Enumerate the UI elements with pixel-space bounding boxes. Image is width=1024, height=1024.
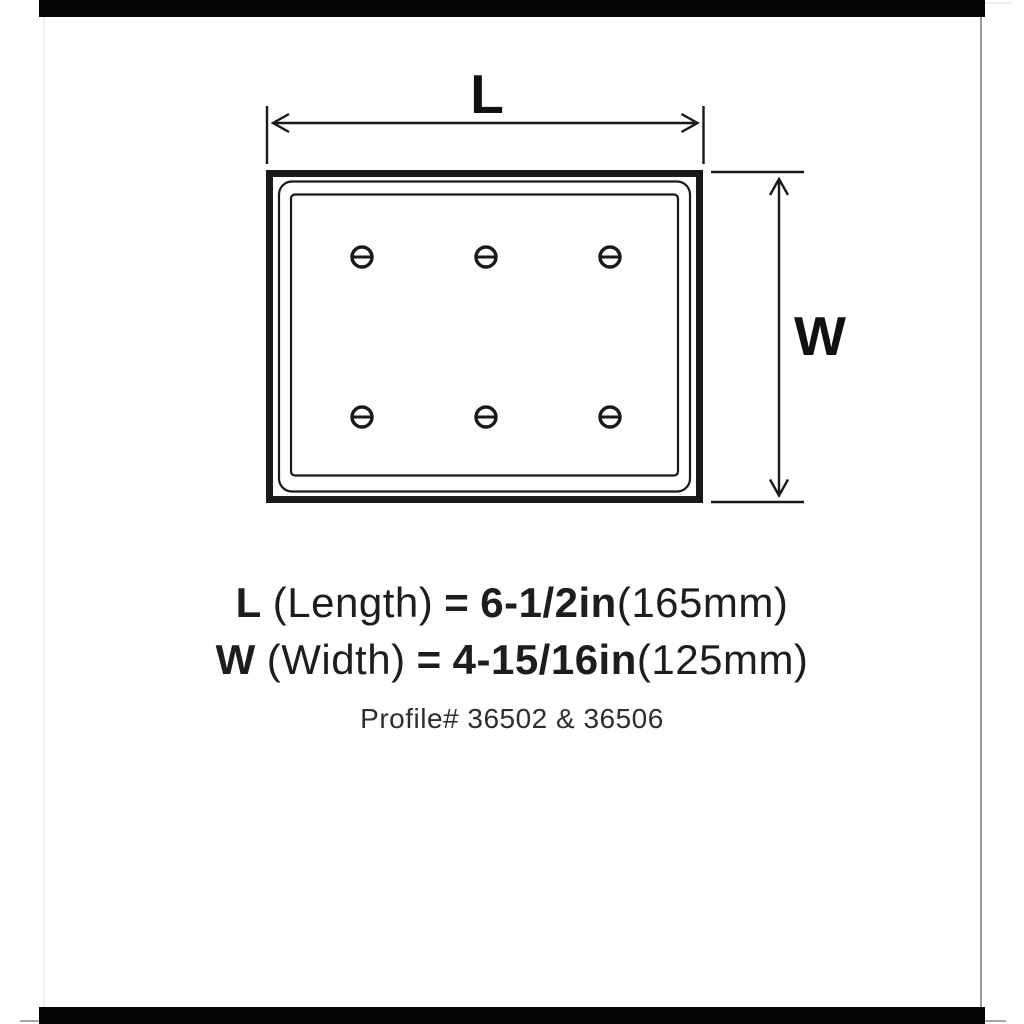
length-symbol: L [235,579,262,626]
width-name: (Width) [266,636,406,683]
length-metric-value: (165mm) [616,579,789,626]
length-name: (Length) [272,579,434,626]
width-equals: = [416,636,442,683]
length-label: L [470,63,504,125]
width-metric-value: (125mm) [636,636,809,683]
length-equals: = [444,579,470,626]
plate-outline [270,174,700,500]
width-label: W [794,305,846,367]
width-dimension [711,172,846,502]
width-symbol: W [215,636,256,683]
length-dimension [267,63,704,164]
profile-number: Profile# 36502 & 36506 [360,703,664,734]
width-imperial-value: 4-15/16in [452,636,637,683]
plate-outer-edge [270,174,700,500]
width-spec-line [0,635,1024,685]
length-imperial-value: 6-1/2in [480,579,617,626]
length-spec-line [0,578,1024,628]
